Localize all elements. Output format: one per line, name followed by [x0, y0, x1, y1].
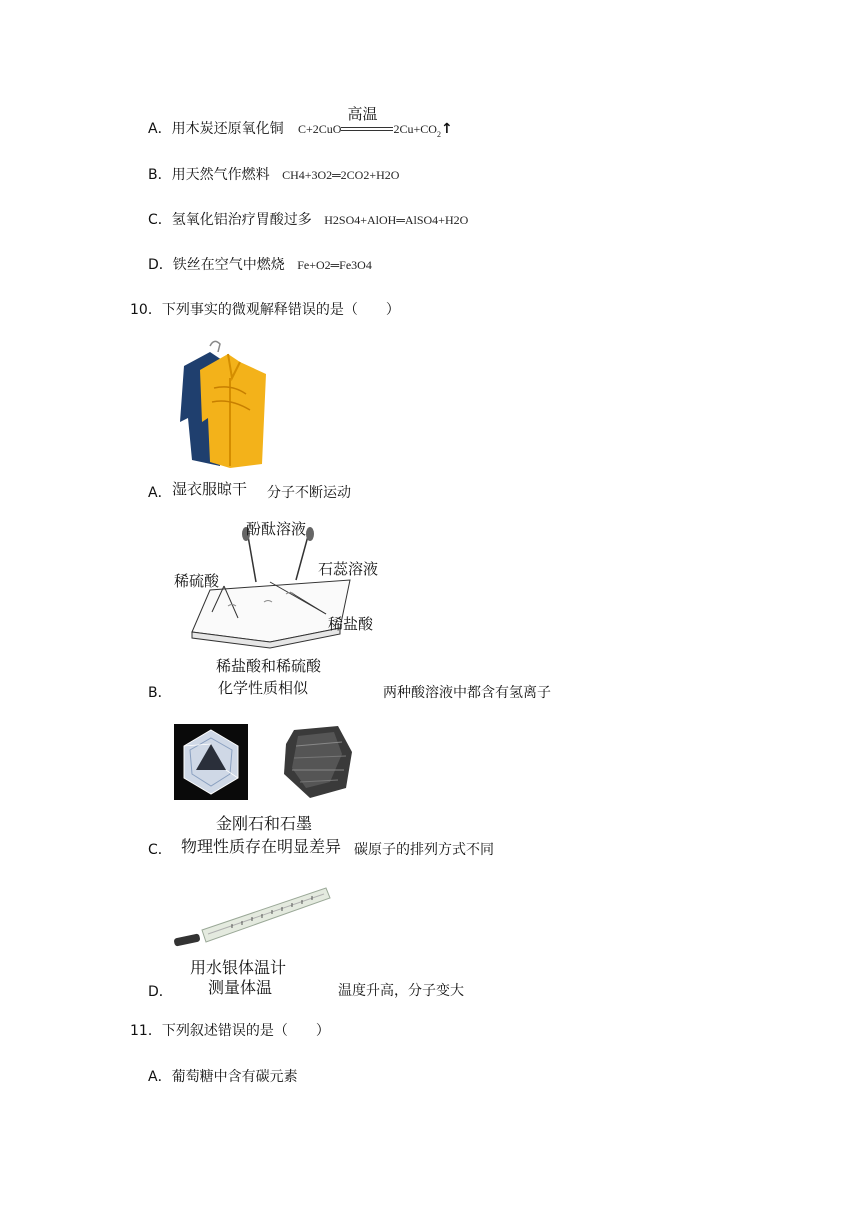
q9-option-b-equation: CH4+3O2═2CO2+H2O: [282, 168, 400, 182]
q9-option-b: [148, 164, 399, 184]
label-phenolphthalein: 酚酞溶液: [246, 520, 307, 538]
q10-option-c-letter: C．: [148, 842, 172, 858]
q10-option-b-caption-line1: 稀盐酸和稀硫酸: [216, 657, 322, 675]
q11-stem: 11．下列叙述错误的是（ ）: [130, 1023, 330, 1039]
q9-option-d-label: D．铁丝在空气中燃烧: [148, 257, 285, 273]
q9-option-b-label: B．用天然气作燃料: [148, 167, 270, 183]
q9-option-a-equation-right: 2Cu+CO: [393, 122, 437, 136]
mercury-thermometer-illustration: [172, 884, 332, 950]
q9-option-c-label: C．氢氧化铝治疗胃酸过多: [148, 212, 312, 228]
q9-option-c-equation: H2SO4+AlOH═AlSO4+H2O: [324, 213, 469, 227]
q10-option-c-caption-line2: 物理性质存在明显差异: [181, 837, 342, 856]
q9-option-a-gas-arrow: ↑: [440, 121, 453, 137]
q10-option-d-caption-line1: 用水银体温计: [190, 958, 287, 977]
q9-option-d: [148, 254, 372, 274]
diamond-photo: [174, 724, 248, 800]
graphite-photo: [280, 722, 354, 800]
label-dilute-sulfuric-acid: 稀硫酸: [174, 572, 220, 590]
q10-stem: 10．下列事实的微观解释错误的是（ ）: [130, 302, 400, 318]
q10-option-b-letter: B．: [148, 685, 172, 701]
q9-option-a-condition: 高温: [347, 105, 378, 123]
label-dilute-hydrochloric-acid: 稀盐酸: [328, 615, 374, 633]
q9-option-a-equation-sub: 2: [436, 129, 441, 139]
label-litmus: 石蕊溶液: [318, 560, 379, 578]
q9-option-a: [148, 105, 453, 139]
q10-option-c-statement: 碳原子的排列方式不同: [354, 842, 494, 858]
q10-option-d-letter: D．: [148, 984, 173, 1000]
q9-option-a-label: A．用木炭还原氧化铜: [148, 121, 284, 137]
q11-option-a: A．葡萄糖中含有碳元素: [148, 1069, 298, 1085]
q10-option-b-statement: 两种酸溶液中都含有氢离子: [383, 685, 551, 701]
q9-option-d-equation: Fe+O2═Fe3O4: [297, 258, 372, 272]
q10-option-a-letter: A．: [148, 485, 172, 501]
q10-option-d-caption-line2: 测量体温: [208, 978, 273, 997]
q10-option-a-statement: 分子不断运动: [267, 485, 351, 501]
q10-option-c-caption-line1: 金刚石和石墨: [216, 814, 313, 833]
q9-option-a-equation-left: C+2CuO: [298, 122, 342, 136]
q10-option-a-caption: 湿衣服晾干: [172, 480, 248, 498]
q10-option-d-statement: 温度升高，分子变大: [338, 983, 464, 999]
q10-option-b-caption-line2: 化学性质相似: [218, 679, 309, 697]
q9-option-c: [148, 209, 468, 229]
wet-clothes-illustration: [170, 338, 270, 468]
q9-option-a-condition-arrow: [341, 105, 393, 131]
